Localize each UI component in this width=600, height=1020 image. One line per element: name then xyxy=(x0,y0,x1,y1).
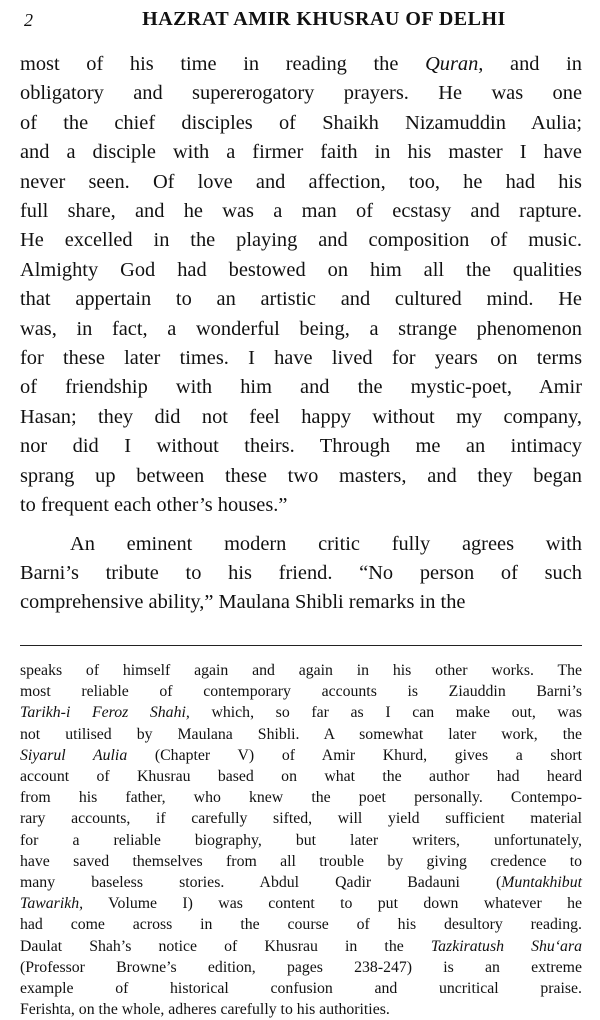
text-run: that appertain to an artistic and cultured mind. He xyxy=(20,288,582,311)
text-line xyxy=(20,787,582,808)
text-run: from his father, who knew the poet personally. Contempo- xyxy=(20,789,582,807)
text-run: example of historical confusion and uncritical praise. xyxy=(20,980,582,998)
text-run: for a reliable biography, but later writers, unfortunately, xyxy=(20,831,582,849)
text-line xyxy=(20,432,582,461)
text-line xyxy=(20,766,582,787)
text-run: comprehensive ability,” Maulana Shibli remarks in the xyxy=(20,591,466,614)
text-run: have saved themselves from all trouble by giving credence to xyxy=(20,852,582,870)
italic-title: Tazkiratush Shu‘ara xyxy=(430,937,582,955)
text-line xyxy=(20,957,582,978)
text-line xyxy=(20,724,582,745)
text-line xyxy=(20,79,582,108)
text-run: many baseless stories. Abdul Qadir Badauni ( xyxy=(20,874,502,892)
text-run: Ferishta, on the whole, adheres carefully to his authorities. xyxy=(20,1001,390,1019)
text-run: (Professor Browne’s edition, pages 238-247) is an extreme xyxy=(20,958,582,976)
text-line xyxy=(20,315,582,344)
text-line xyxy=(20,851,582,872)
text-line xyxy=(20,138,582,167)
text-line xyxy=(20,830,582,851)
text-run: never seen. Of love and affection, too, he had his xyxy=(20,170,582,193)
paragraph-1 xyxy=(20,50,582,521)
text-run: Volume I) was content to put down whatever he xyxy=(83,895,582,913)
running-title: HAZRAT AMIR KHUSRAU OF DELHI xyxy=(142,8,506,30)
text-line xyxy=(20,285,582,314)
text-run: for these later times. I have lived for years on terms xyxy=(20,347,582,370)
text-line xyxy=(20,168,582,197)
text-run: sprang up between these two masters, and they began xyxy=(20,464,582,487)
text-line xyxy=(20,660,582,681)
text-line xyxy=(20,936,582,957)
text-run: account of Khusrau based on what the author had heard xyxy=(20,768,582,786)
text-line xyxy=(20,559,582,588)
italic-title: Tawarikh, xyxy=(20,895,84,913)
text-run: Almighty God had bestowed on him all the qualities xyxy=(20,258,582,281)
text-line xyxy=(20,530,582,559)
text-line xyxy=(20,197,582,226)
text-line xyxy=(20,109,582,138)
text-line xyxy=(20,999,582,1020)
footnote-text xyxy=(20,660,582,1020)
text-line xyxy=(20,808,582,829)
text-run: which, so far as I can make out, was xyxy=(189,704,582,722)
text-line xyxy=(20,373,582,402)
text-run: most of his time in reading the xyxy=(20,53,426,75)
italic-title: Muntakhibut xyxy=(501,874,582,892)
main-text xyxy=(20,50,582,618)
page-number: 2 xyxy=(24,10,33,30)
text-line xyxy=(20,702,582,723)
text-line xyxy=(20,588,582,617)
text-run: He excelled in the playing and composition of music. xyxy=(20,229,582,252)
text-line xyxy=(20,50,582,79)
italic-title: Tarikh-i Feroz Shahi, xyxy=(20,704,190,722)
text-line xyxy=(20,256,582,285)
text-run: Hasan; they did not feel happy without my company, xyxy=(20,405,582,428)
text-run: to frequent each other’s houses.” xyxy=(20,494,288,517)
footnote-divider xyxy=(20,645,582,646)
text-run: had come across in the course of his desultory reading. xyxy=(20,916,582,934)
text-run: obligatory and supererogatory prayers. He was one xyxy=(20,82,582,105)
text-line xyxy=(20,978,582,999)
text-run: An eminent modern critic fully agrees with xyxy=(70,532,582,555)
text-line xyxy=(20,872,582,893)
text-run: was, in fact, a wonderful being, a strange phenomenon xyxy=(20,317,582,340)
text-run: Barni’s tribute to his friend. “No person of such xyxy=(20,561,582,584)
text-line xyxy=(20,403,582,432)
text-run: of friendship with him and the mystic-poet, Amir xyxy=(20,376,582,399)
italic-title: Siyarul Aulia xyxy=(20,746,128,764)
page-header xyxy=(24,8,584,38)
text-line xyxy=(20,462,582,491)
paragraph-2 xyxy=(20,530,582,618)
text-run: and a disciple with a firmer faith in his master I have xyxy=(20,141,582,164)
text-run: (Chapter V) of Amir Khurd, gives a short xyxy=(127,746,582,764)
text-line xyxy=(20,226,582,255)
text-run: of the chief disciples of Shaikh Nizamuddin Aulia; xyxy=(20,111,582,134)
text-line xyxy=(20,745,582,766)
text-line xyxy=(20,914,582,935)
text-run: not utilised by Maulana Shibli. A somewhat later work, the xyxy=(20,725,582,743)
text-line xyxy=(20,681,582,702)
text-run: speaks of himself again and again in his other works. The xyxy=(20,662,582,679)
text-run: full share, and he was a man of ecstasy and rapture. xyxy=(20,200,582,223)
text-line xyxy=(20,344,582,373)
text-run: most reliable of contemporary accounts is Ziauddin Barni’s xyxy=(20,683,582,701)
text-run: rary accounts, if carefully sifted, will yield sufficient material xyxy=(20,810,582,828)
footnote xyxy=(20,660,582,1020)
italic-title: Quran, xyxy=(425,53,484,75)
text-run: and in xyxy=(483,53,582,75)
text-line xyxy=(20,893,582,914)
text-line xyxy=(20,491,582,520)
text-run: nor did I without theirs. Through me an intimacy xyxy=(20,435,582,458)
text-run: Daulat Shah’s notice of Khusrau in the xyxy=(20,937,431,955)
